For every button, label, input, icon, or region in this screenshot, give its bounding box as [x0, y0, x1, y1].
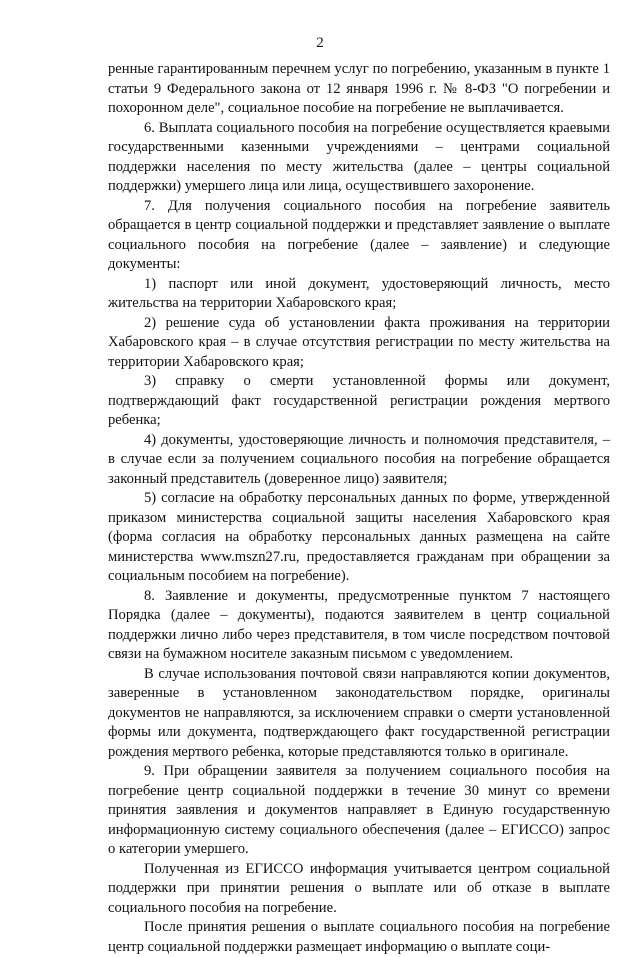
list-item-4: 4) документы, удостоверяющие личность и полномочия представителя, – в случае если за получением социального пособия на погребение обращается законный представитель (доверенное лицо) заявителя; [108, 431, 610, 487]
list-item-1: 1) паспорт или иной документ, удостоверяющий личность, место жительства на территории Хабаровского края; [108, 275, 610, 311]
paragraph-item-6: 6. Выплата социального пособия на погребение осуществляется краевыми государственными казенными учреждениями – центрами социальной поддержки населения по месту жительства (далее – центры социальной поддержки) умершего лица или лица, осуществившего захоронение. [108, 119, 610, 194]
page-number: 2 [316, 35, 324, 51]
paragraph-postal: В случае использования почтовой связи направляются копии документов, заверенные в установленном законодательством порядке, оригиналы документов не направляются, за исключением справки о смерти установленной формы или документа, подтверждающего факт государственной регистрации рождения мертвого ребенка, которые представляются только в оригинале. [108, 665, 610, 760]
paragraph-egisso-info: Полученная из ЕГИССО информация учитывается центром социальной поддержки при принятии решения о выплате или об отказе в выплате социального пособия на погребение. [108, 860, 610, 916]
paragraph-after-decision: После принятия решения о выплате социального пособия на погребение центр социальной поддержки размещает информацию о выплате соци- [108, 919, 610, 955]
paragraph-item-9: 9. При обращении заявителя за получением социального пособия на погребение центр социальной поддержки в течение 30 минут со времени принятия заявления и документов направляет в Единую государственную информационную систему социального обеспечения (далее – ЕГИССО) запрос о категории умершего. [108, 763, 610, 857]
paragraph-item-8: 8. Заявление и документы, предусмотренные пунктом 7 настоящего Порядка (далее – документы), подаются заявителем в центр социальной поддержки лично либо через представителя, в том числе посредством почтовой связи на бумажном носителе заказным письмом с уведомлением. [108, 587, 610, 662]
document-body [108, 60, 610, 957]
paragraph-continuation: ренные гарантированным перечнем услуг по погребению, указанным в пункте 1 статьи 9 Федерального закона от 12 января 1996 г. № 8-ФЗ "О погребении и похоронном деле", социальное пособие на погребение не выплачивается. [108, 61, 610, 116]
paragraph-item-7: 7. Для получения социального пособия на погребение заявитель обращается в центр социальной поддержки и представляет заявление о выплате социального пособия на погребение (далее – заявление) и следующие документы: [108, 197, 610, 272]
list-item-2: 2) решение суда об установлении факта проживания на территории Хабаровского края – в случае отсутствия регистрации по месту жительства на территории Хабаровского края; [108, 314, 610, 370]
list-item-3: 3) справку о смерти установленной формы или документ, подтверждающий факт государственной регистрации рождения мертвого ребенка; [108, 373, 610, 428]
list-item-5: 5) согласие на обработку персональных данных по форме, утвержденной приказом министерства социальной защиты населения Хабаровского края (форма согласия на обработку персональных данных размещена на сайте министерства www.mszn27.ru, предоставляется гражданам при обращении за социальным пособием на погребение). [108, 490, 610, 584]
